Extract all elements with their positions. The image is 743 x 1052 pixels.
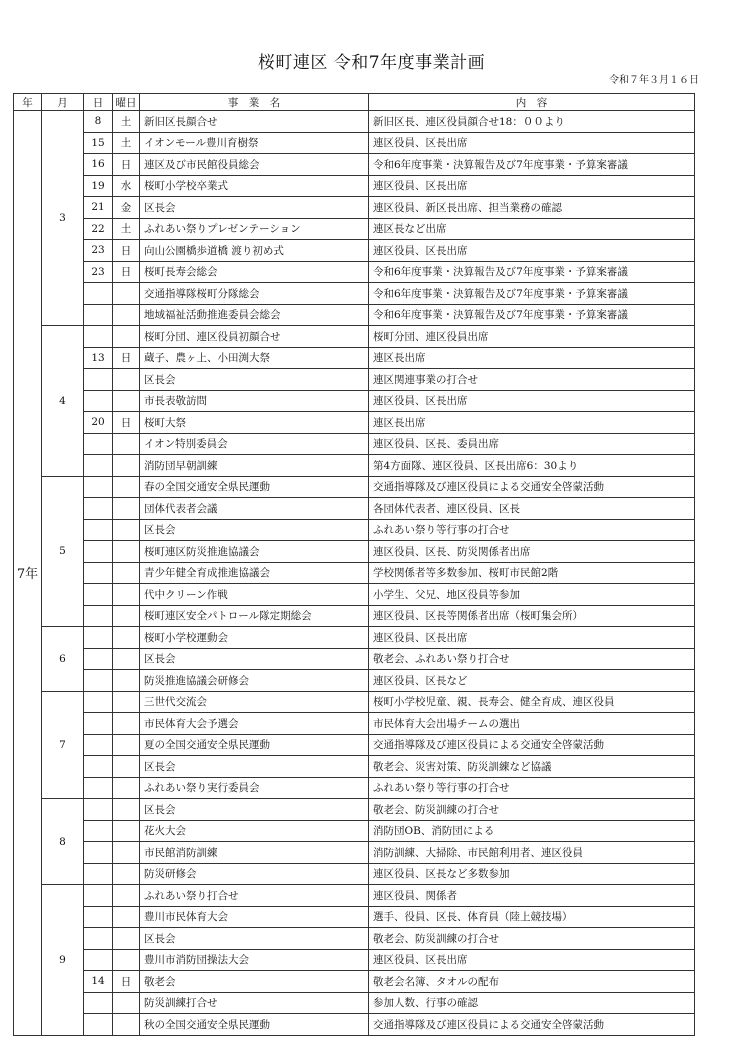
weekday-cell: 土: [113, 111, 140, 133]
header-day: 日: [84, 94, 113, 111]
day-cell: [84, 541, 113, 563]
event-name-cell: 秋の全国交通安全県民運動: [140, 1014, 369, 1036]
weekday-cell: [113, 390, 140, 412]
weekday-cell: 日: [113, 261, 140, 283]
table-row: [14, 734, 695, 756]
weekday-cell: [113, 562, 140, 584]
weekday-cell: [113, 863, 140, 885]
table-row: [14, 691, 695, 713]
day-cell: [84, 820, 113, 842]
day-cell: 14: [84, 971, 113, 993]
event-name-cell: ふれあい祭り実行委員会: [140, 777, 369, 799]
day-cell: [84, 928, 113, 950]
content-cell: ふれあい祭り等行事の打合せ: [369, 777, 695, 799]
day-cell: 23: [84, 240, 113, 262]
day-cell: [84, 992, 113, 1014]
weekday-cell: [113, 584, 140, 606]
table-row: [14, 627, 695, 649]
event-name-cell: 区長会: [140, 928, 369, 950]
day-cell: 23: [84, 261, 113, 283]
content-cell: 連区役員、区長出席: [369, 949, 695, 971]
event-name-cell: 桜町分団、連区役員初顔合せ: [140, 326, 369, 348]
table-row: [14, 949, 695, 971]
content-cell: 桜町小学校児童、親、長寿会、健全育成、連区役員: [369, 691, 695, 713]
content-cell: 選手、役員、区長、体育員（陸上競技場）: [369, 906, 695, 928]
content-cell: 連区役員、区長出席: [369, 175, 695, 197]
content-cell: 連区役員、区長出席: [369, 390, 695, 412]
content-cell: 連区役員、区長、委員出席: [369, 433, 695, 455]
table-row: [14, 347, 695, 369]
table-row: [14, 584, 695, 606]
content-cell: 連区長出席: [369, 347, 695, 369]
day-cell: [84, 756, 113, 778]
event-name-cell: 新旧区長顔合せ: [140, 111, 369, 133]
event-name-cell: 桜町小学校運動会: [140, 627, 369, 649]
content-cell: 連区役員、区長出席: [369, 627, 695, 649]
event-name-cell: 桜町連区安全パトロール隊定期総会: [140, 605, 369, 627]
event-name-cell: ふれあい祭り打合せ: [140, 885, 369, 907]
content-cell: 令和6年度事業・決算報告及び7年度事業・予算案審議: [369, 304, 695, 326]
day-cell: [84, 304, 113, 326]
year-cell: 7年: [14, 111, 42, 1036]
weekday-cell: [113, 842, 140, 864]
day-cell: [84, 326, 113, 348]
weekday-cell: [113, 799, 140, 821]
table-row: [14, 605, 695, 627]
weekday-cell: [113, 949, 140, 971]
event-name-cell: 桜町連区防災推進協議会: [140, 541, 369, 563]
event-name-cell: 花火大会: [140, 820, 369, 842]
weekday-cell: [113, 541, 140, 563]
content-cell: 連区役員、区長、防災関係者出席: [369, 541, 695, 563]
event-name-cell: 防災推進協議会研修会: [140, 670, 369, 692]
event-name-cell: 向山公園橋歩道橋 渡り初め式: [140, 240, 369, 262]
day-cell: [84, 476, 113, 498]
event-name-cell: 市長表敬訪問: [140, 390, 369, 412]
weekday-cell: [113, 605, 140, 627]
content-cell: 連区役員、区長出席: [369, 132, 695, 154]
month-cell: 6: [42, 627, 84, 692]
header-event-name: 事 業 名: [140, 94, 369, 111]
content-cell: 敬老会、災害対策、防災訓練など協議: [369, 756, 695, 778]
table-row: [14, 992, 695, 1014]
content-cell: 敬老会、ふれあい祭り打合せ: [369, 648, 695, 670]
day-cell: 16: [84, 154, 113, 176]
event-name-cell: 消防団早朝訓練: [140, 455, 369, 477]
schedule-body: [14, 111, 695, 1036]
table-row: [14, 820, 695, 842]
weekday-cell: [113, 519, 140, 541]
weekday-cell: [113, 885, 140, 907]
weekday-cell: 日: [113, 412, 140, 434]
event-name-cell: 区長会: [140, 197, 369, 219]
day-cell: [84, 713, 113, 735]
event-name-cell: イオンモール豊川育樹祭: [140, 132, 369, 154]
event-name-cell: 団体代表者会議: [140, 498, 369, 520]
event-name-cell: 蔵子、農ヶ上、小田渕大祭: [140, 347, 369, 369]
content-cell: 桜町分団、連区役員出席: [369, 326, 695, 348]
day-cell: [84, 584, 113, 606]
table-row: [14, 498, 695, 520]
day-cell: [84, 283, 113, 305]
weekday-cell: [113, 648, 140, 670]
table-row: [14, 132, 695, 154]
table-row: [14, 562, 695, 584]
day-cell: [84, 799, 113, 821]
content-cell: 連区長など出席: [369, 218, 695, 240]
weekday-cell: [113, 756, 140, 778]
table-row: [14, 240, 695, 262]
day-cell: 8: [84, 111, 113, 133]
table-row: [14, 154, 695, 176]
weekday-cell: [113, 433, 140, 455]
table-row: [14, 648, 695, 670]
day-cell: [84, 433, 113, 455]
weekday-cell: 土: [113, 132, 140, 154]
event-name-cell: 桜町長寿会総会: [140, 261, 369, 283]
weekday-cell: 日: [113, 154, 140, 176]
weekday-cell: [113, 304, 140, 326]
event-name-cell: 市民体育大会予選会: [140, 713, 369, 735]
header-content: 内 容: [369, 94, 695, 111]
header-weekday: 曜日: [113, 94, 140, 111]
content-cell: 消防訓練、大掃除、市民館利用者、連区役員: [369, 842, 695, 864]
weekday-cell: [113, 283, 140, 305]
day-cell: [84, 369, 113, 391]
weekday-cell: [113, 992, 140, 1014]
day-cell: 21: [84, 197, 113, 219]
table-row: [14, 519, 695, 541]
table-row: [14, 842, 695, 864]
content-cell: 連区役員、新区長出席、担当業務の確認: [369, 197, 695, 219]
weekday-cell: [113, 326, 140, 348]
day-cell: [84, 842, 113, 864]
weekday-cell: 日: [113, 347, 140, 369]
content-cell: 連区関連事業の打合せ: [369, 369, 695, 391]
month-cell: 3: [42, 111, 84, 326]
content-cell: 敬老会、防災訓練の打合せ: [369, 799, 695, 821]
content-cell: 令和6年度事業・決算報告及び7年度事業・予算案審議: [369, 154, 695, 176]
event-name-cell: 区長会: [140, 648, 369, 670]
table-row: [14, 777, 695, 799]
weekday-cell: [113, 476, 140, 498]
table-row: [14, 455, 695, 477]
event-name-cell: 区長会: [140, 369, 369, 391]
weekday-cell: [113, 455, 140, 477]
day-cell: [84, 691, 113, 713]
content-cell: 連区役員、区長等関係者出席（桜町集会所）: [369, 605, 695, 627]
table-row: [14, 885, 695, 907]
day-cell: [84, 906, 113, 928]
day-cell: [84, 562, 113, 584]
weekday-cell: 水: [113, 175, 140, 197]
day-cell: [84, 734, 113, 756]
table-row: [14, 412, 695, 434]
day-cell: [84, 777, 113, 799]
weekday-cell: 金: [113, 197, 140, 219]
table-row: [14, 756, 695, 778]
content-cell: 市民体育大会出場チームの選出: [369, 713, 695, 735]
event-name-cell: 防災訓練打合せ: [140, 992, 369, 1014]
event-name-cell: 敬老会: [140, 971, 369, 993]
weekday-cell: [113, 1014, 140, 1036]
content-cell: 新旧区長、連区役員顔合せ18：００より: [369, 111, 695, 133]
day-cell: 13: [84, 347, 113, 369]
table-row: [14, 283, 695, 305]
event-name-cell: 桜町小学校卒業式: [140, 175, 369, 197]
month-cell: 7: [42, 691, 84, 799]
header-month: 月: [42, 94, 84, 111]
table-row: [14, 390, 695, 412]
weekday-cell: 日: [113, 971, 140, 993]
header-year: 年: [14, 94, 42, 111]
event-name-cell: 豊川市消防団操法大会: [140, 949, 369, 971]
weekday-cell: [113, 777, 140, 799]
content-cell: 消防団OB、消防団による: [369, 820, 695, 842]
day-cell: [84, 605, 113, 627]
day-cell: [84, 648, 113, 670]
day-cell: 19: [84, 175, 113, 197]
document-date: 令和７年３月１６日: [609, 75, 699, 86]
event-name-cell: 区長会: [140, 519, 369, 541]
content-cell: 令和6年度事業・決算報告及び7年度事業・予算案審議: [369, 283, 695, 305]
weekday-cell: 日: [113, 240, 140, 262]
content-cell: 交通指導隊及び連区役員による交通安全啓蒙活動: [369, 1014, 695, 1036]
event-name-cell: 市民館消防訓練: [140, 842, 369, 864]
content-cell: 小学生、父兄、地区役員等参加: [369, 584, 695, 606]
table-header-row: [14, 94, 695, 111]
table-row: [14, 261, 695, 283]
table-row: [14, 304, 695, 326]
event-name-cell: 連区及び市民館役員総会: [140, 154, 369, 176]
table-row: [14, 863, 695, 885]
day-cell: [84, 1014, 113, 1036]
event-name-cell: 春の全国交通安全県民運動: [140, 476, 369, 498]
weekday-cell: 土: [113, 218, 140, 240]
content-cell: ふれあい祭り等行事の打合せ: [369, 519, 695, 541]
event-name-cell: 防災研修会: [140, 863, 369, 885]
table-row: [14, 369, 695, 391]
weekday-cell: [113, 691, 140, 713]
month-cell: 5: [42, 476, 84, 627]
month-cell: 9: [42, 885, 84, 1036]
content-cell: 交通指導隊及び連区役員による交通安全啓蒙活動: [369, 734, 695, 756]
day-cell: [84, 390, 113, 412]
table-row: [14, 326, 695, 348]
table-row: [14, 906, 695, 928]
table-row: [14, 433, 695, 455]
day-cell: [84, 455, 113, 477]
table-row: [14, 670, 695, 692]
content-cell: 敬老会名簿、タオルの配布: [369, 971, 695, 993]
weekday-cell: [113, 734, 140, 756]
event-name-cell: ふれあい祭りプレゼンテーション: [140, 218, 369, 240]
table-row: [14, 1014, 695, 1036]
day-cell: [84, 670, 113, 692]
day-cell: [84, 949, 113, 971]
content-cell: 敬老会、防災訓練の打合せ: [369, 928, 695, 950]
table-row: [14, 175, 695, 197]
table-row: [14, 476, 695, 498]
month-cell: 4: [42, 326, 84, 477]
document-title: 桜町連区 令和7年度事業計画: [257, 53, 486, 73]
event-name-cell: 桜町大祭: [140, 412, 369, 434]
event-name-cell: 夏の全国交通安全県民運動: [140, 734, 369, 756]
content-cell: 連区長出席: [369, 412, 695, 434]
day-cell: [84, 498, 113, 520]
table-row: [14, 197, 695, 219]
event-name-cell: 区長会: [140, 799, 369, 821]
event-name-cell: 交通指導隊桜町分隊総会: [140, 283, 369, 305]
event-name-cell: 区長会: [140, 756, 369, 778]
weekday-cell: [113, 906, 140, 928]
weekday-cell: [113, 928, 140, 950]
month-cell: 8: [42, 799, 84, 885]
event-name-cell: 代中クリーン作戦: [140, 584, 369, 606]
table-row: [14, 218, 695, 240]
weekday-cell: [113, 627, 140, 649]
weekday-cell: [113, 369, 140, 391]
weekday-cell: [113, 670, 140, 692]
weekday-cell: [113, 713, 140, 735]
event-name-cell: 地域福祉活動推進委員会総会: [140, 304, 369, 326]
weekday-cell: [113, 820, 140, 842]
content-cell: 連区役員、区長など: [369, 670, 695, 692]
content-cell: 交通指導隊及び連区役員による交通安全啓蒙活動: [369, 476, 695, 498]
content-cell: 参加人数、行事の確認: [369, 992, 695, 1014]
day-cell: 20: [84, 412, 113, 434]
table-row: [14, 799, 695, 821]
weekday-cell: [113, 498, 140, 520]
schedule-table: [13, 93, 695, 1036]
table-row: [14, 971, 695, 993]
table-row: [14, 541, 695, 563]
content-cell: 第4方面隊、連区役員、区長出席6：30より: [369, 455, 695, 477]
content-cell: 連区役員、区長など多数参加: [369, 863, 695, 885]
event-name-cell: 青少年健全育成推進協議会: [140, 562, 369, 584]
event-name-cell: 豊川市民体育大会: [140, 906, 369, 928]
content-cell: 連区役員、関係者: [369, 885, 695, 907]
table-row: [14, 713, 695, 735]
content-cell: 連区役員、区長出席: [369, 240, 695, 262]
day-cell: [84, 519, 113, 541]
event-name-cell: 三世代交流会: [140, 691, 369, 713]
table-row: [14, 928, 695, 950]
day-cell: 22: [84, 218, 113, 240]
day-cell: [84, 627, 113, 649]
content-cell: 学校関係者等多数参加、桜町市民館2階: [369, 562, 695, 584]
event-name-cell: イオン特別委員会: [140, 433, 369, 455]
day-cell: 15: [84, 132, 113, 154]
content-cell: 令和6年度事業・決算報告及び7年度事業・予算案審議: [369, 261, 695, 283]
content-cell: 各団体代表者、連区役員、区長: [369, 498, 695, 520]
day-cell: [84, 885, 113, 907]
day-cell: [84, 863, 113, 885]
table-row: [14, 111, 695, 133]
